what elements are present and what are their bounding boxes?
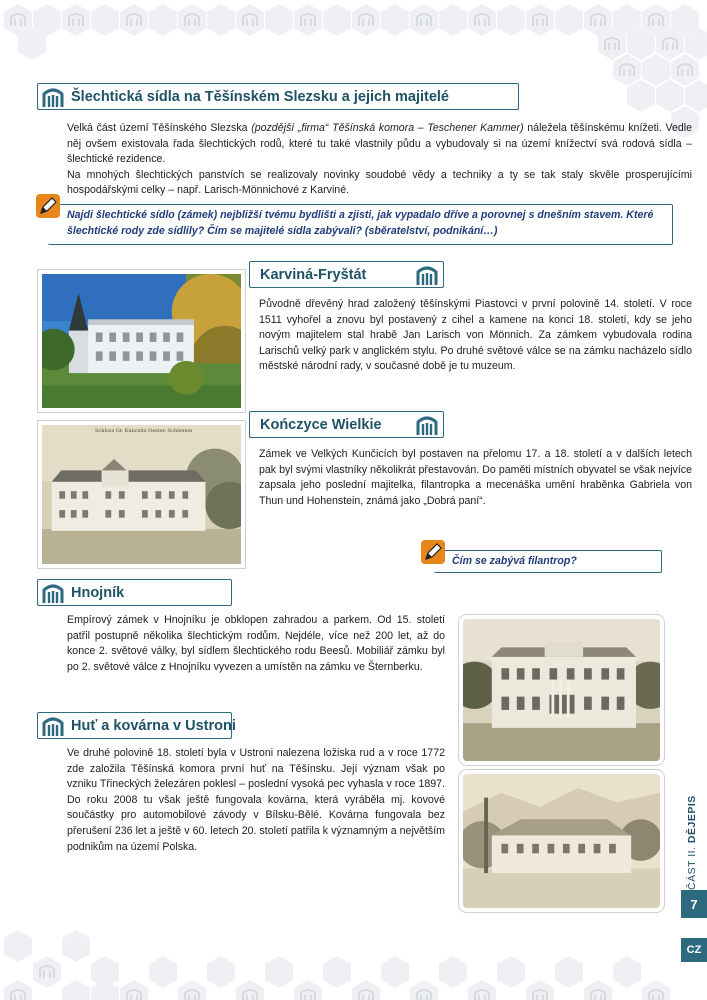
postcard-caption: Schloss Gr. Kunczitz Oester.-Schlesien: [95, 428, 193, 434]
konczyce-title: Kończyce Wielkie: [260, 416, 382, 433]
pencil-icon: [421, 540, 445, 564]
intro-paragraph-2: Na mnohých šlechtických panstvích se realizovaly novinky soudobé vědy a techniky a ty se tak staly skvěle prosperujícími hospodářskými celky – např. Larisch-Mönnichové z Karviné.: [67, 168, 692, 197]
karvina-text: Původně dřevěný hrad založený těšínskými Piastovci v první polovině 14. století. V roce 1511 vyhořel a znovu byl postavený z cihel a kamene na konci 18. století, kdy se jeho novým majitelem stal hrabě Jan Larisch von Mönnich. Za zámkem vybudovala rodina Larischů velký park v anglickém stylu. Po druhé světové válce se na zámku nacházelo sídlo městské národní rady, v současné době je tu muzeum.: [259, 298, 692, 373]
pencil-icon: [36, 194, 60, 218]
hnojnik-text: Empírový zámek v Hnojníku je obklopen zahradou a parkem. Od 15. století patřil postupně několika šlechtickým rodům. Nejdéle, více než 200 let, až do konce 2. světové války, byl sídlem šlechtického rodu Beesů. Mobiliář zámku byl po 2. světové válce z Hnojníku vyvezen a umístěn na zámku ve Šternberku.: [67, 614, 445, 673]
main-section-header: [37, 83, 519, 110]
hnojnik-title: Hnojník: [71, 584, 125, 601]
photo-hnojnik-castle: [459, 615, 664, 765]
karvina-header: [249, 261, 444, 288]
intro-paragraph-1: Velká část území Těšínského Slezska (pozdější „firma“ Těšínská komora – Teschener Kammer) náležela těšínskému knížeti. Vedle něj ovšem existovala řada šlechtických rodů, které tu také vlastnily půdu a vybudovaly si na území knížectví svá rodová sídla – šlechtické rezidence.: [67, 122, 692, 166]
language-badge: CZ: [681, 938, 707, 962]
ustron-header: [37, 712, 236, 739]
task-main-text: Najdi šlechtické sídlo (zámek) nejbližší tvému bydlišti a zjisti, jak vypadalo dříve a porovnej s dnešním stavem. Které šlechtické rody zde sídlily? Čím se majitelé sídla zabývali? (sběratelství, podnikání…): [67, 209, 654, 237]
photo-ustron-forge: [459, 770, 664, 912]
ustron-title: Huť a kovárna v Ustroni: [71, 717, 236, 734]
karvina-title: Karviná-Fryštát: [260, 266, 367, 283]
building-icon: [414, 262, 440, 288]
photo-konczyce-postcard: [38, 421, 245, 568]
photo-karvina-castle: [38, 270, 245, 412]
konczyce-header: [249, 411, 444, 438]
sidebar-part-label: ČÁST II. DĚJEPIS: [686, 795, 698, 890]
main-intro-text: [67, 121, 692, 199]
ustron-text: Ve druhé polovině 18. století byla v Ustroni nalezena ložiska rud a v roce 1772 zde založila Těšínská komora první huť na Těšínsku. Její význam však po vzniku Třineckých železáren poklesl – poslední vysoká pec vyhasla v roce 1897. Do roku 2008 tu však ještě fungovala kovárna, která vyráběla mj. kovové součástky pro automobilové závody v Bílsku-Bělé. Kovárna fungovala bez přerušení 236 let a ještě v 60. letech 20. století patřila k významným a největším podnikům na území Polska.: [67, 747, 445, 853]
main-section-title: Šlechtická sídla na Těšínském Slezsku a jejich majitelé: [71, 88, 449, 105]
building-icon: [40, 713, 66, 739]
building-icon: [414, 412, 440, 438]
konczyce-text: Zámek ve Velkých Kunčicích byl postaven na přelomu 17. a 18. století a v dalších letech pak byl svými vlastníky několikrát přestavován. Do paměti místních obyvatel se však nejvíce zapsala jeho poslední majitelka, filantropka a mecenáška umění hraběnka Gabriela von Thun und Hohenstein, známá jako „Dobrá paní“.: [259, 448, 692, 507]
task-filantrop-text: Čím se zabývá filantrop?: [452, 555, 577, 567]
page-number: 7: [681, 890, 707, 918]
hnojnik-header: [37, 579, 232, 606]
building-icon: [40, 580, 66, 606]
building-icon: [40, 84, 66, 110]
